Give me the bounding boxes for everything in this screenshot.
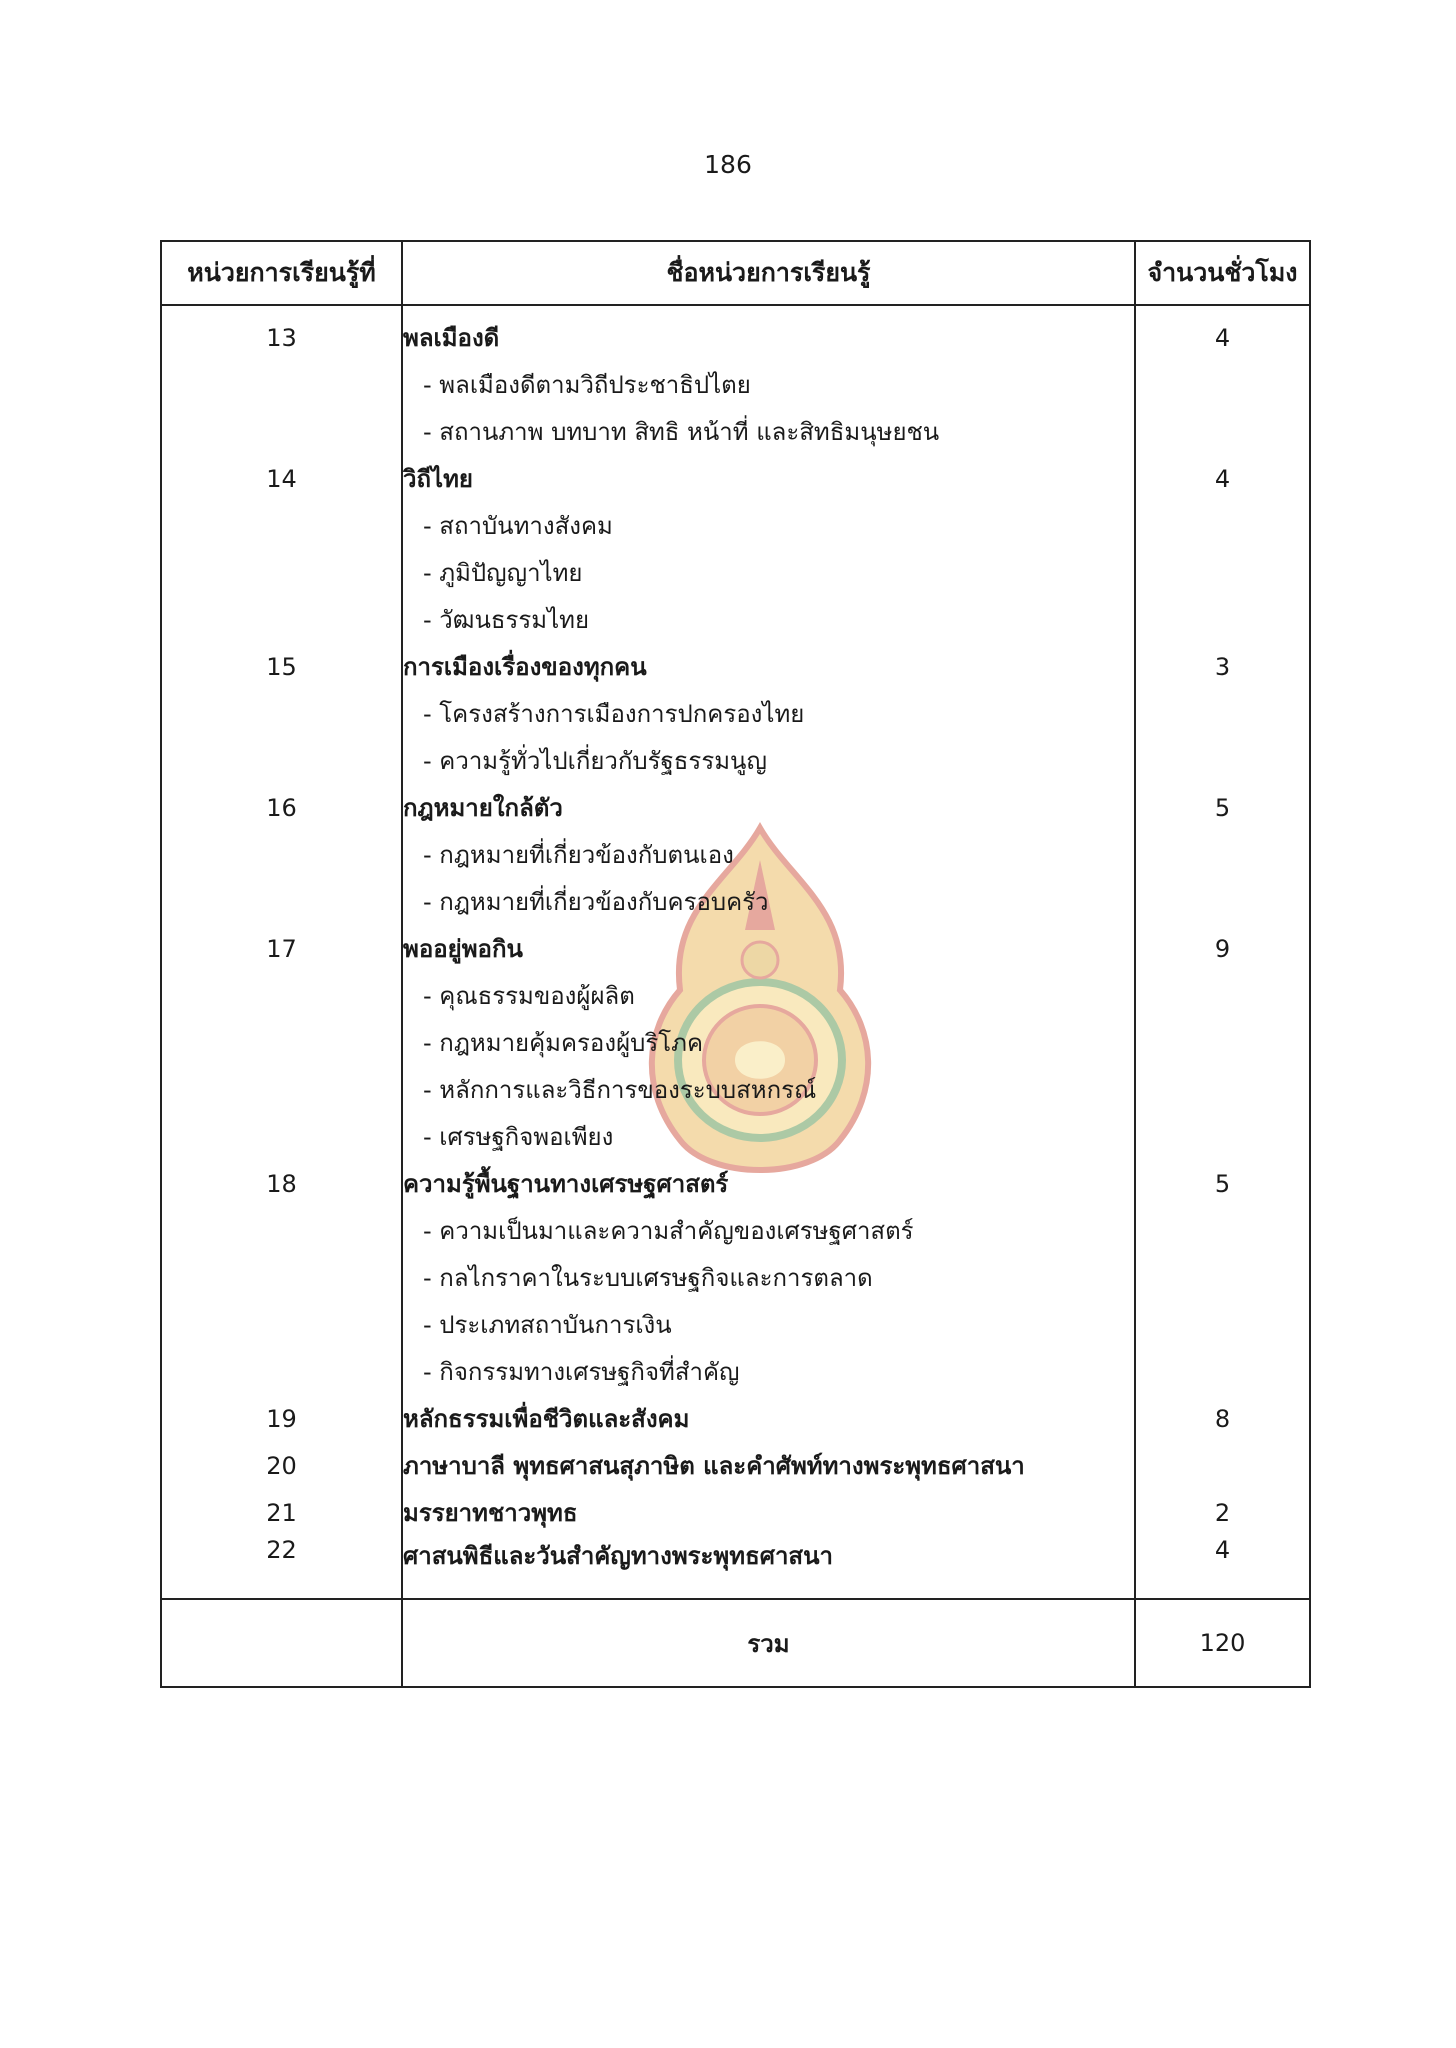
total-value: 120 <box>1135 1599 1310 1687</box>
hours-cell: 4 <box>1135 1536 1310 1599</box>
subtopic-cell: - กิจกรรมทางเศรษฐกิจที่สำคัญ <box>402 1348 1135 1395</box>
hours-cell <box>1135 502 1310 549</box>
subtopic-row <box>161 361 1310 408</box>
unit-number-cell <box>161 549 402 596</box>
subtopic-cell: - กฎหมายที่เกี่ยวข้องกับตนเอง <box>402 831 1135 878</box>
subtopic-row <box>161 1254 1310 1301</box>
subtopic-row <box>161 1207 1310 1254</box>
subtopic-cell: - กฎหมายที่เกี่ยวข้องกับครอบครัว <box>402 878 1135 925</box>
hours-cell <box>1135 1019 1310 1066</box>
hours-cell <box>1135 690 1310 737</box>
hours-cell <box>1135 408 1310 455</box>
hours-cell <box>1135 831 1310 878</box>
hours-cell <box>1135 1113 1310 1160</box>
hours-cell <box>1135 972 1310 1019</box>
hours-cell <box>1135 1348 1310 1395</box>
unit-number-cell: 20 <box>161 1442 402 1489</box>
subtopic-row <box>161 690 1310 737</box>
unit-row <box>161 1489 1310 1536</box>
unit-number-cell: 19 <box>161 1395 402 1442</box>
hours-cell: 5 <box>1135 1160 1310 1207</box>
hours-cell <box>1135 361 1310 408</box>
subtopic-row <box>161 972 1310 1019</box>
unit-name-cell: ความรู้พื้นฐานทางเศรษฐศาสตร์ <box>402 1160 1135 1207</box>
subtopic-row <box>161 878 1310 925</box>
total-row <box>161 1599 1310 1687</box>
unit-row <box>161 1395 1310 1442</box>
unit-number-cell: 18 <box>161 1160 402 1207</box>
unit-row <box>161 1536 1310 1599</box>
unit-number-cell <box>161 1348 402 1395</box>
unit-number-cell <box>161 408 402 455</box>
unit-name-cell: วิถีไทย <box>402 455 1135 502</box>
unit-number-cell: 16 <box>161 784 402 831</box>
unit-number-cell <box>161 502 402 549</box>
hours-cell: 5 <box>1135 784 1310 831</box>
unit-number-cell <box>161 972 402 1019</box>
subtopic-cell: - พลเมืองดีตามวิถีประชาธิปไตย <box>402 361 1135 408</box>
subtopic-row <box>161 408 1310 455</box>
unit-name-cell: มรรยาทชาวพุทธ <box>402 1489 1135 1536</box>
subtopic-cell: - สถานภาพ บทบาท สิทธิ หน้าที่ และสิทธิมนุษยชน <box>402 408 1135 455</box>
unit-row <box>161 643 1310 690</box>
hours-cell: 8 <box>1135 1395 1310 1442</box>
unit-number-cell <box>161 596 402 643</box>
header-unit-name: ชื่อหน่วยการเรียนรู้ <box>402 241 1135 305</box>
hours-cell <box>1135 1301 1310 1348</box>
learning-units-table <box>160 240 1311 1688</box>
unit-number-cell <box>161 1113 402 1160</box>
unit-row <box>161 455 1310 502</box>
unit-number-cell <box>161 831 402 878</box>
subtopic-row <box>161 549 1310 596</box>
subtopic-row <box>161 596 1310 643</box>
header-hours: จำนวนชั่วโมง <box>1135 241 1310 305</box>
subtopic-row <box>161 1066 1310 1113</box>
unit-number-cell <box>161 1254 402 1301</box>
hours-cell <box>1135 1442 1310 1489</box>
subtopic-cell: - ความรู้ทั่วไปเกี่ยวกับรัฐธรรมนูญ <box>402 737 1135 784</box>
unit-number-cell <box>161 737 402 784</box>
subtopic-row <box>161 1019 1310 1066</box>
hours-cell <box>1135 596 1310 643</box>
hours-cell <box>1135 1207 1310 1254</box>
unit-name-cell: ศาสนพิธีและวันสำคัญทางพระพุทธศาสนา <box>402 1536 1135 1599</box>
hours-cell: 4 <box>1135 305 1310 361</box>
hours-cell: 2 <box>1135 1489 1310 1536</box>
unit-number-cell <box>161 1301 402 1348</box>
unit-name-cell: กฎหมายใกล้ตัว <box>402 784 1135 831</box>
hours-cell <box>1135 878 1310 925</box>
unit-number-cell <box>161 690 402 737</box>
subtopic-row <box>161 502 1310 549</box>
total-label: รวม <box>402 1599 1135 1687</box>
unit-number-cell <box>161 361 402 408</box>
hours-cell <box>1135 1066 1310 1113</box>
subtopic-cell: - กลไกราคาในระบบเศรษฐกิจและการตลาด <box>402 1254 1135 1301</box>
unit-number-cell <box>161 1207 402 1254</box>
unit-number-cell: 21 <box>161 1489 402 1536</box>
hours-cell <box>1135 1254 1310 1301</box>
hours-cell: 9 <box>1135 925 1310 972</box>
hours-cell: 4 <box>1135 455 1310 502</box>
unit-number-cell: 14 <box>161 455 402 502</box>
hours-cell <box>1135 549 1310 596</box>
subtopic-cell: - ความเป็นมาและความสำคัญของเศรษฐศาสตร์ <box>402 1207 1135 1254</box>
unit-number-cell: 22 <box>161 1536 402 1599</box>
unit-row <box>161 1160 1310 1207</box>
subtopic-cell: - โครงสร้างการเมืองการปกครองไทย <box>402 690 1135 737</box>
subtopic-cell: - เศรษฐกิจพอเพียง <box>402 1113 1135 1160</box>
subtopic-cell: - ภูมิปัญญาไทย <box>402 549 1135 596</box>
page-number: 186 <box>704 150 752 179</box>
unit-number-cell: 15 <box>161 643 402 690</box>
subtopic-cell: - ประเภทสถาบันการเงิน <box>402 1301 1135 1348</box>
unit-row <box>161 1442 1310 1489</box>
subtopic-cell: - กฎหมายคุ้มครองผู้บริโภค <box>402 1019 1135 1066</box>
unit-number-cell <box>161 1019 402 1066</box>
unit-name-cell: ภาษาบาลี พุทธศาสนสุภาษิต และคำศัพท์ทางพระพุทธศาสนา <box>402 1442 1135 1489</box>
unit-name-cell: พออยู่พอกิน <box>402 925 1135 972</box>
subtopic-cell: - คุณธรรมของผู้ผลิต <box>402 972 1135 1019</box>
subtopic-row <box>161 831 1310 878</box>
hours-cell: 3 <box>1135 643 1310 690</box>
subtopic-row <box>161 1301 1310 1348</box>
hours-cell <box>1135 737 1310 784</box>
unit-number-cell <box>161 1066 402 1113</box>
unit-number-cell <box>161 878 402 925</box>
unit-row <box>161 305 1310 361</box>
unit-name-cell: พลเมืองดี <box>402 305 1135 361</box>
unit-number-cell: 13 <box>161 305 402 361</box>
unit-name-cell: หลักธรรมเพื่อชีวิตและสังคม <box>402 1395 1135 1442</box>
subtopic-cell: - วัฒนธรรมไทย <box>402 596 1135 643</box>
subtopic-cell: - หลักการและวิธีการของระบบสหกรณ์ <box>402 1066 1135 1113</box>
subtopic-row <box>161 1113 1310 1160</box>
unit-row <box>161 784 1310 831</box>
subtopic-cell: - สถาบันทางสังคม <box>402 502 1135 549</box>
unit-number-cell: 17 <box>161 925 402 972</box>
unit-name-cell: การเมืองเรื่องของทุกคน <box>402 643 1135 690</box>
unit-row <box>161 925 1310 972</box>
total-empty-cell <box>161 1599 402 1687</box>
table-header-row <box>161 241 1310 305</box>
subtopic-row <box>161 1348 1310 1395</box>
subtopic-row <box>161 737 1310 784</box>
header-unit-number: หน่วยการเรียนรู้ที่ <box>161 241 402 305</box>
table-body <box>161 305 1310 1599</box>
